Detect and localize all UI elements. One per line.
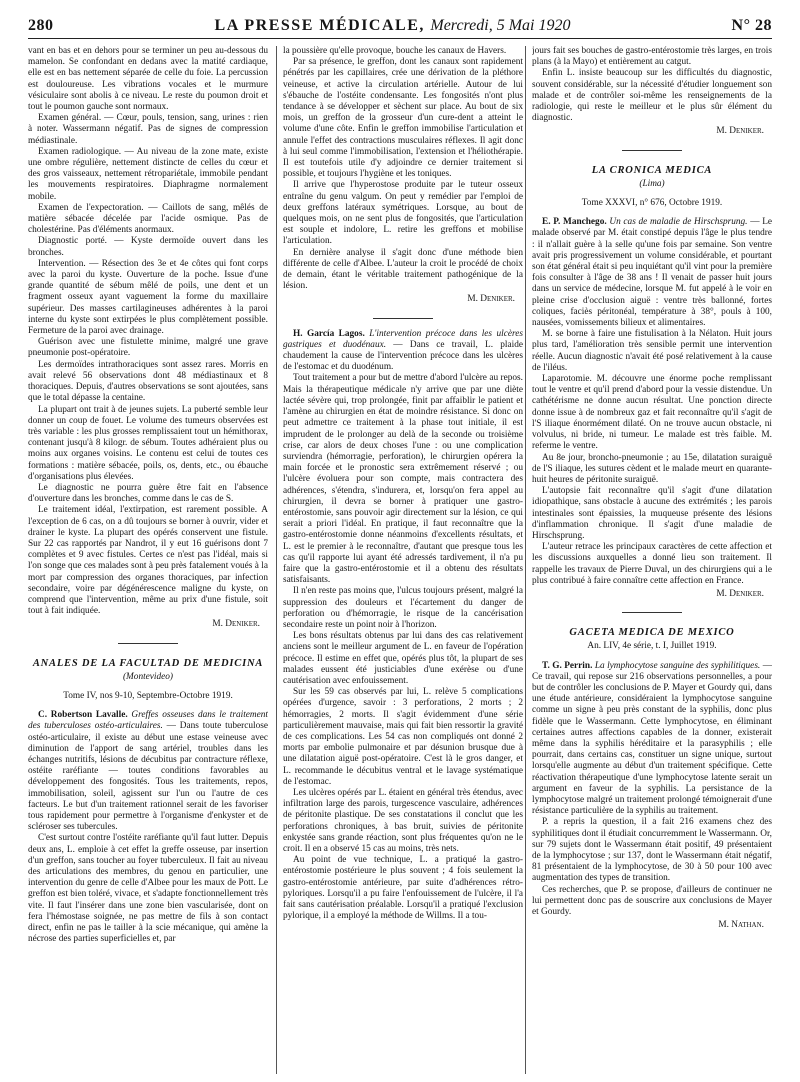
paragraph: la poussière qu'elle provoque, bouche les canaux de Havers. xyxy=(283,46,507,56)
article-abstract: E. P. Manchego. Un cas de maladie de Hirschsprung. — Le malade observé par M. était constipé depuis l'âge le plus tendre : il n'allait guère à la selle qu'une fois par semaine. Son ventre avait pris progressivement un volume considérable, et pourtant son état général était si peu inquiétant qu'il vint pour la première fois consulter à l'âge de 38 ans ! Il venait de passer huit jours dans un service de médecine, lorsque M. fut appelé à le voir en pleine crise d'occlusion aiguë : ventre très ballonné, fortes coliques, faciès péritonéal, température à 38°, pouls à 100, nausées, vomissements bilieux et alimentaires. xyxy=(532,217,772,329)
article-body: Ce travail, qui repose sur 216 observations personnelles, a pour but de contrôler les conclusions de P. Mayer et Gourdy qui, dans une étude antérieure, considéraient la lymphocytose sanguine comme un signe à peu près constant de la syphilis, donc plus fidèle que le Wassermann. Cette lymphocytose, en éliminant certaines autres affections capables de la donner, existerait même dans la syphilis héréditaire et la parasyphilis ; elle pourrait, dans certains cas, constituer un signe unique, surtout lorsqu'elle augmente au début d'un traitement spécifique. Cette réactivation thérapeutique d'une lymphocytose latente serait un argument en faveur de la syphilis. La persistance de la lymphocytose malgré un traitement prolongé témoignerait d'une résistance particulière de la syphilis au traitement. xyxy=(532,671,772,817)
article-author: C. Robertson Lavalle. xyxy=(38,710,128,721)
paragraph: Les bons résultats obtenus par lui dans des cas relativement anciens sont le meilleur argument de L. en faveur de l'opération précoce. Il estime en effet que, opérés plus tôt, la plupart de ses malades eussent été justiciables d'une exérèse ou d'une cautérisation avec enfouissement. xyxy=(283,631,523,686)
paragraph: Intervention. — Résection des 3e et 4e côtes qui font corps avec la paroi du kyste. Ouverture de la poche. Issue d'une grande quantité de sébum mêlé de poils, une dent et un fragment osseux ayant vaguement la forme du maxillaire supérieur. Des masses cartilagineuses adhérentes à la paroi interne du kyste sont extirpées le plus complètement possible. Fermeture de la paroi avec drainage. xyxy=(28,258,268,337)
article-title: Greffes osseuses dans le traitement des tuberculoses ostéo-articulaires. xyxy=(28,710,268,732)
paragraph: Au point de vue technique, L. a pratiqué la gastro-entérostomie postérieure le plus souvent ; 4 fois seulement la gastro-entérostomie antérieure, par suite d'adhérences rétro-pyloriques. Lorsqu'il a pu faire l'enfouissement de l'ulcère, il l'a fait sans cautérisation préalable. Lorsqu'il a pratiqué l'exclusion pylorique, il a employé la méthode de Willms. Il a tou- xyxy=(283,855,523,922)
article-author: E. P. Manchego. xyxy=(542,217,607,228)
paragraph: P. a repris la question, il a fait 216 examens chez des syphilitiques dont il étudiait concurremment le Wassermann. Or, sur 79 sujets dont le Wassermann était positif, 49 présentaient de la lymphocytose ; sur 137, dont le Wassermann était négatif, 81 présentaient de la lymphocytose, de 30 à 50 pour 100 avec augmentation des types de transition. xyxy=(532,817,772,884)
paragraph: Ces recherches, que P. se propose, d'ailleurs de continuer ne lui permettent donc pas de souscrire aux conclusions de Mayer et Gourdy. xyxy=(532,884,772,918)
paragraph: Guérison avec une fistulette minime, malgré une grave pneumonie post-opératoire. xyxy=(28,337,268,359)
paragraph: Il arrive que l'hyperostose produite par le tuteur osseux entraîne du genu valgum. On peut y remédier par l'emploi de deux greffons latéraux symétriques. Lorsque, au bout de quelques mois, on ne sent plus de fongosités, que l'articulation est souple et indolore, L. retire les greffons et mobilise l'articulation. xyxy=(283,180,523,247)
journal-heading: LA CRONICA MEDICA xyxy=(591,164,713,176)
journal-issue: An. LIV, 4e série, t. I, Juillet 1919. xyxy=(587,641,717,652)
column-2 xyxy=(283,46,523,1076)
issue-date: Mercredi, 5 Mai 1920 xyxy=(430,17,571,34)
issue-number: N° 28 xyxy=(731,17,772,34)
article-body: Dans ce travail, L. plaide chaudement la cause de l'intervention précoce dans les ulcères de l'estomac et du duodénum. xyxy=(283,339,523,373)
running-title xyxy=(215,17,571,35)
article-title: La lymphocytose sanguine des syphilitiques. xyxy=(594,660,761,671)
column-rule xyxy=(525,46,526,1074)
article-author: H. García Lagos. xyxy=(293,328,365,339)
paragraph: Il n'en reste pas moins que, l'ulcus toujours présent, malgré la suppression des douleurs et l'écartement du danger de perforation ou d'hémorragie, le risque de la cancérisation secondaire reste un point noir à l'horizon. xyxy=(283,586,523,630)
paragraph: Diagnostic porté. — Kyste dermoïde ouvert dans les bronches. xyxy=(28,236,268,258)
paragraph: jours fait ses bouches de gastro-entérostomie très larges, en trois plans (à la Mayo) et entièrement au catgut. xyxy=(532,46,772,68)
page-number: 280 xyxy=(28,17,54,34)
paragraph: Sur les 59 cas observés par lui, L. relève 5 complications opérées d'urgence, savoir : 3 perforations, 2 morts ; 2 hémorragies, 2 morts. Il s'agit évidemment d'une série particulièrement mauvaise, mais qui fait bien ressortir la gravité de ces complications. Les 54 cas non compliqués ont donné 2 morts par embolie pulmonaire et par désunion brusque due à une dilatation aiguë post-opératoire. C'est là le gros danger, et L. recommande le décubitus ventral et le lavage systématique de l'estomac. xyxy=(283,687,523,787)
paragraph: C'est surtout contre l'ostéite raréfiante qu'il faut lutter. Depuis deux ans, L. emploie à cet effet la greffe osseuse, par insertion d'un greffon, sans toucher au foyer tuberculeux. Il fait au niveau des articulations des membres, du genou en particulier, une intervention du genre de celle d'Albee pour les maux de Pott. Le greffon est bien toléré, vivace, et s'adapte fonctionnellement très vite. Il faut l'insérer dans une zone bien vascularisée, dont on fera l'hémostase soignée, ne pas mettre de fils à son contact direct, enfin ne pas le tailler à la scie mécanique, qui amène la nécrose des parties superficielles et, par xyxy=(28,833,268,945)
journal-name: LA PRESSE MÉDICALE, xyxy=(214,17,425,34)
column-1 xyxy=(28,46,268,1076)
separator xyxy=(373,318,433,319)
paragraph: Examen général. — Cœur, pouls, tension, sang, urines : rien à noter. Wassermann négatif. Pas de signes de compression médiastinale. xyxy=(28,113,268,146)
journal-issue: Tome IV, nos 9-10, Septembre-Octobre 1919. xyxy=(63,690,233,701)
separator xyxy=(622,150,682,151)
paragraph: Le traitement idéal, l'extirpation, est rarement possible. A l'exception de 6 cas, on a dû toujours se borner à ouvrir, vider et drainer le kyste. La plupart des opérés conservent une fistule. Sur 22 cas rapportés par Nandrot, il y eut 16 guérisons dont 7 complètes et 9 avec fistules. Certes ce n'est pas l'idéal, mais si l'on songe que ces malades sont à peu près fatalement voués à la mort par compression des organes thoraciques, par infection secondaire, voire par dégénérescence maligne du kyste, on comprend que l'intervention, même au prix d'une fistule, soit tout à fait indiquée. xyxy=(28,505,268,617)
paragraph: Au 8e jour, broncho-pneumonie ; au 15e, dilatation suraiguë de l'S iliaque, les sutures cèdent et le malade meurt en quarante-huit heures de péritonite suraiguë. xyxy=(532,452,772,485)
paragraph: Laparotomie. M. découvre une énorme poche remplissant tout le ventre et qu'il prend d'abord pour la vessie distendue. Un cathétérisme ne donne aucun résultat. Une ponction directe donne issue à de nombreux gaz et fait reconnaître qu'il s'agit de l'S iliaque énormément dilaté. On ne trouve aucun obstacle, ni volvulus, ni bride, ni tumeur. Le malade est très faible. M. referme le ventre. xyxy=(532,374,772,452)
journal-city: (Montevideo) xyxy=(122,671,174,682)
article-title: L'intervention précoce dans les ulcères gastriques et duodénaux. xyxy=(283,328,523,350)
paragraph: L'autopsie fait reconnaître qu'il s'agit d'une dilatation idiopathique, sans obstacle à aucune des extrémités ; les parois intestinales sont épaissies, la muqueuse présente des lésions d'inflammation chronique. Il s'agit d'une maladie de Hirschsprung. xyxy=(532,486,772,541)
page-header xyxy=(28,14,772,39)
paragraph: M. se borne à faire une fistulisation à la Nélaton. Huit jours plus tard, l'amélioration très sensible permit une intervention réelle. Aucun diagnostic n'avait été posé relativement à la cause de l'iléus. xyxy=(532,329,772,373)
journal-issue: Tome XXXVI, n° 676, Octobre 1919. xyxy=(581,198,723,209)
signature: M. Denıker. xyxy=(467,294,515,305)
article-author: T. G. Perrin. xyxy=(542,660,593,671)
article-title: Un cas de maladie de Hirschsprung. xyxy=(609,217,748,228)
separator xyxy=(622,612,682,613)
article-body: Dans toute tuberculose ostéo-articulaire, il existe au début une estase veineuse avec diminution de l'apport de sang artériel, troubles dans les échanges nutritifs, lésions de décubitus par contracture réflexe, ostéite raréfiante — toutes conditions favorables au développement des fongosités. Tous les traitements, repos, immobilisation, soleil, agissent sur l'un ou l'autre de ces facteurs. Le but d'un traitement rationnel serait de les favoriser tous rapidement pour permettre à l'organisme d'enkyster et de scléroser ses tubercules. xyxy=(28,721,268,833)
signature: M. Denıker. xyxy=(716,126,764,137)
journal-city: (Lima) xyxy=(639,178,665,189)
paragraph: Tout traitement a pour but de mettre d'abord l'ulcère au repos. Mais la thérapeutique médicale n'y arrive que par une diète lactée sévère qui, trop prolongée, finit par affaiblir le patient et l'amène au chirurgien en état de moindre résistance. Si donc on peut admettre ce traitement à la phase tout initiale, il est imprudent de le prolonger au delà de la seconde ou troisième crise, car alors de deux choses l'une : ou une complication surviendra (hémorragie, perforation), le chirurgien opérera la main forcée et le pronostic sera extrêmement réservé ; ou l'ulcère évoluera pour son compte, mais contractera des adhérences, s'étendra, s'indurera, et, lorsqu'on fera appel au chirurgien, il devra se borner à pratiquer une gastro-entérostomie, sans pouvoir agir directement sur la lésion, ce qui serait a priori l'idéal. En pratique, il faut reconnaître que la gastro-entérostomie donne néanmoins d'excellents résultats, et L. est le premier à le reconnaître, d'autant que presque tous les cas qu'il rapporte lui ayant été adressés tardivement, il n'a pu faire que la gastro-entérostomie et il a obtenu des résultats satisfaisants. xyxy=(283,373,523,586)
article-abstract: T. G. Perrin. La lymphocytose sanguine des syphilitiques. — Ce travail, qui repose sur 216 observations personnelles, a pour but de contrôler les conclusions de P. Mayer et Gourdy qui, dans une étude antérieure, considéraient la lymphocytose sanguine comme un signe à peu près constant de la syphilis, donc plus fidèle que le Wassermann. Cette lymphocytose, en éliminant certaines autres affections capables de la donner, existerait même dans la syphilis héréditaire et la parasyphilis ; elle pourrait, dans certains cas, constituer un signe unique, surtout lorsqu'elle augmente au début d'un traitement spécifique. Cette réactivation thérapeutique d'une lymphocytose latente serait un argument en faveur de la syphilis. La persistance de la lymphocytose malgré un traitement prolongé témoignerait d'une résistance particulière de la syphilis au traitement. xyxy=(532,660,772,817)
paragraph: Le diagnostic ne pourra guère être fait en l'absence d'ouverture dans les bronches, comme dans le cas de S. xyxy=(28,482,268,505)
journal-heading: GACETA MEDICA DE MEXICO xyxy=(569,627,735,639)
article-abstract: C. Robertson Lavalle. Greffes osseuses dans le traitement des tuberculoses ostéo-articulaires. — Dans toute tuberculose ostéo-articulaire, il existe au début une estase veineuse avec diminution de l'apport de sang artériel, troubles dans les échanges nutritifs, lésions de décubitus par contracture réflexe, ostéite raréfiante — toutes conditions favorables au développement des fongosités. Tous les traitements, repos, immobilisation, soleil, agissent sur l'un ou l'autre de ces facteurs. Le but d'un traitement rationnel serait de les favoriser tous rapidement pour permettre à l'organisme d'enkyster et de scléroser ses tubercules. xyxy=(28,710,268,833)
paragraph: Examen de l'expectoration. — Caillots de sang, mêlés de matière sébacée décelée par l'acide osmique. Pas de cholestérine. Pas d'éléments anormaux. xyxy=(28,202,268,236)
signature: M. Nathan. xyxy=(718,920,764,931)
paragraph: Examen radiologique. — Au niveau de la zone mate, existe une ombre régulière, nettement distincte de celles du cœur et des gros vaisseaux, nettement rétropariétale, immobile pendant les mouvements respiratoires. Diaphragme normalement mobile. xyxy=(28,146,268,202)
column-3 xyxy=(532,46,772,1076)
signature: M. Denıker. xyxy=(212,619,260,630)
signature: M. Denıker. xyxy=(716,588,764,599)
paragraph: Par sa présence, le greffon, dont les canaux sont rapidement pénétrés par les capillaires, crée une dérivation de la pléthore veineuse, et active la circulation artérielle. Autour de lui s'ébauche de l'ostéite condensante. Les fongosités n'ont plus tendance à se développer et sèchent sur place. Au bout de six mois, un greffon de la grosseur d'un cure-dent a atteint le volume d'une côte. Enfin le greffon immobilise l'articulation et annule l'effet des contractions musculaires réflexes. Il agit donc à lui seul comme l'immobilisation, l'extension et l'héliothérapie. Il est toutefois utile d'y adjoindre ce dernier traitement si possible, et toujours l'hygiène et les toniques. xyxy=(283,57,523,180)
article-abstract: H. García Lagos. L'intervention précoce dans les ulcères gastriques et duodénaux. — Dans ce travail, L. plaide chaudement la cause de l'intervention précoce dans les ulcères de l'estomac et du duodénum. xyxy=(283,328,523,373)
paragraph: vant en bas et en dehors pour se terminer un peu au-dessous du mamelon. Se confondant en dedans avec la matité cardiaque, elle est en bas nettement séparée de celle du foie. La percussion est douloureuse. Les vibrations vocales et le murmure vésiculaire sont abolis à ce niveau. Le reste du poumon droit et tout le poumon gauche sont normaux. xyxy=(28,46,268,113)
paragraph: Enfin L. insiste beaucoup sur les difficultés du diagnostic, souvent considérable, sur la nécessité d'étudier longuement son malade et de contrôler soi-même les renseignements de la radiologie, qui reste le meilleur et le plus sûr élément du diagnostic. xyxy=(532,68,772,124)
paragraph: En dernière analyse il s'agit donc d'une méthode bien différente de celle d'Albee. L'auteur la croit le procédé de choix de demain, étant le véritable traitement pathogénique de la lésion. xyxy=(283,247,523,292)
journal-heading: ANALES DE LA FACULTAD DE MEDICINA xyxy=(32,657,264,669)
paragraph: L'auteur retrace les principaux caractères de cette affection et les discussions auxquelles a donné lieu son traitement. Il rappelle les travaux de Pierre Duval, un des chirurgiens qui a le plus contribué à faire connaître cette affection en France. xyxy=(532,542,772,586)
paragraph: Les ulcères opérés par L. étaient en général très étendus, avec infiltration large des parois, turgescence vasculaire, adhérences de péritonite plastique. De ses constatations il conclut que les perforations chroniques, à bas bruit, suivies de péritonite enkystée sans grande réaction, sont plus fréquentes qu'on ne le croit. Il en a observé 15 cas au moins, très nets. xyxy=(283,788,523,855)
separator xyxy=(118,643,178,644)
paragraph: La plupart ont trait à de jeunes sujets. La puberté semble leur donner un coup de fouet. Le volume des tumeurs observées est très variable : les plus grosses remplissaient tout un hémithorax, contenant jusqu'à 8 kilogr. de sébum. Toutes adhéraient plus ou moins aux organes voisins. Le contenu est celui de toutes ces formations : matière sébacée, poils, os, dents, etc., ou ébauche d'organisations plus élevées. xyxy=(28,404,268,482)
article-body: Le malade observé par M. était constipé depuis l'âge le plus tendre : il n'allait guère à la selle qu'une fois par semaine. Son ventre avait pris progressivement un volume considérable, et pourtant son état général était si peu inquiétant qu'il vint pour la première fois consulter à l'âge de 38 ans ! Il venait de passer huit jours dans un service de médecine, lorsque M. fut appelé à le voir en pleine crise d'occlusion aiguë : ventre très ballonné, fortes coliques, faciès péritonéal, température à 38°, pouls à 100, nausées, vomissements bilieux et alimentaires. xyxy=(532,217,772,329)
paragraph: Les dermoïdes intrathoraciques sont assez rares. Morris en avait relevé 56 observations dont 48 médiastinaux et 8 thoraciques. Depuis, d'autres observations se sont ajoutées, sans que le total dépasse la centaine. xyxy=(28,359,268,404)
column-rule xyxy=(276,46,277,1074)
